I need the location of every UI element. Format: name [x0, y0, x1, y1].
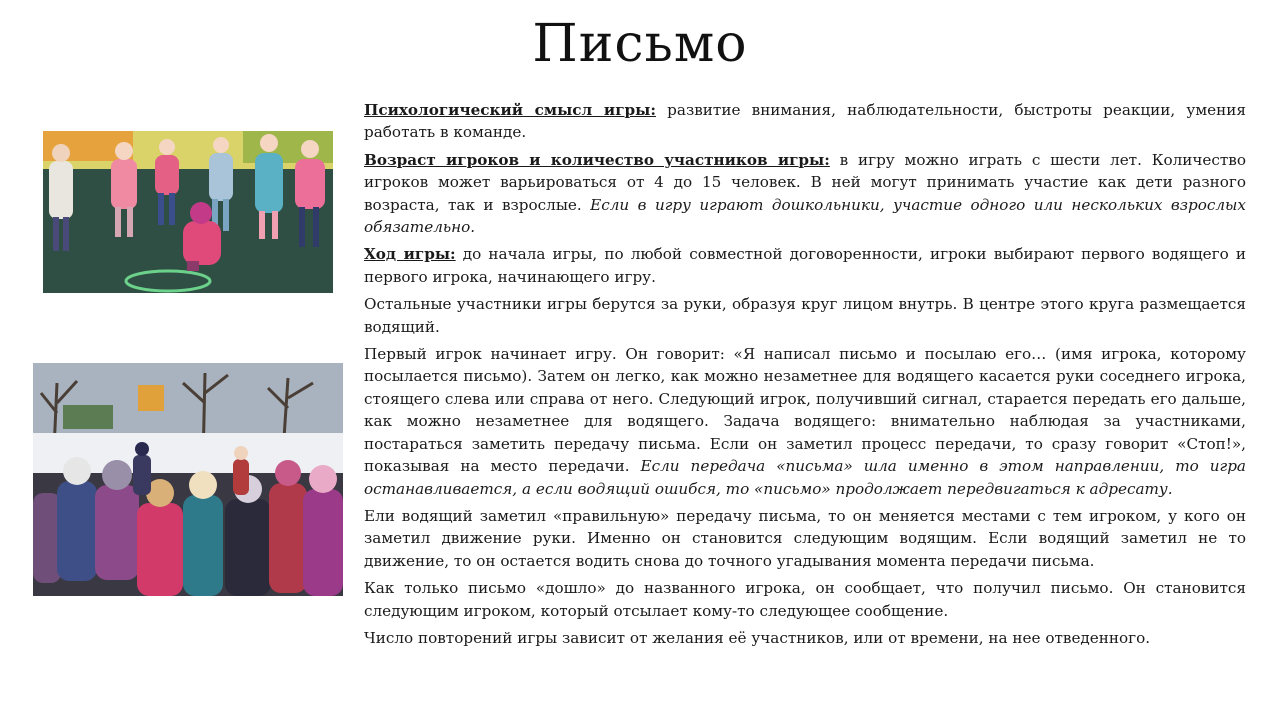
slide-title: Письмо: [532, 14, 748, 74]
paragraph-correct-pass: Ели водящий заметил «правильную» передачу письма, то он меняется местами с тем игроком, у кого он заметил движение руки. Именно он становится следующим водящим. Если водящий заметил не то движение, то он остается водить снова до точного угадывания момента передачи письма.: [364, 506, 1246, 570]
text-first-player: Первый игрок начинает игру. Он говорит: «Я написал письмо и посылаю его… (имя игрока, которому посылается письмо). Затем он легко, как можно незаметнее для водящего касается руки соседнего игрока, стоящего слева или справа от него. Следующий игрок, получивший сигнал, старается передать его дальше, как можно незаметнее для водящего. Задача водящего: внимательно наблюдая за участниками, постараться заметить передачу письма. Если он заметил процесс передачи, то сразу говорит «Стоп!», показывая на место передачи.: [364, 345, 1246, 476]
text-psychological-meaning: развитие внимания, наблюдательности, быстроты реакции, умения работать в команде.: [364, 101, 1246, 142]
paragraph-players-age: [364, 149, 1246, 239]
note-letter-direction: Если передача «письма» шла именно в этом направлении, то игра останавливается, а если водящий ошибся, то «письмо» продолжает передвигаться к адресату.: [364, 457, 1246, 498]
note-adults-required: Если в игру играют дошкольники, участие одного или нескольких взрослых обязательно.: [364, 195, 1246, 237]
heading-players-age: Возраст игроков и количество участников игры:: [364, 150, 830, 169]
heading-game-progress: Ход игры:: [364, 245, 456, 264]
game-description: [364, 99, 1246, 654]
paragraph-first-player: [364, 343, 1246, 500]
photo-children-winter: [33, 363, 343, 596]
heading-psychological-meaning: Психологический смысл игры:: [364, 101, 656, 119]
text-players-age: в игру можно играть с шести лет. Количество игроков может варьироваться от 4 до 15 человек. В ней могут принимать участие как дети разного возраста, так и взрослые.: [364, 150, 1247, 214]
paragraph-game-progress: [364, 243, 1246, 288]
paragraph-letter-arrived: Как только письмо «дошло» до названного игрока, он сообщает, что получил письмо. Он становится следующим игроком, который отсылает кому-то следующее сообщение.: [364, 579, 1246, 620]
text-game-progress: до начала игры, по любой совместной договоренности, игроки выбирают первого водящего и первого игрока, начинающего игру.: [364, 245, 1246, 286]
paragraph-repetitions: Число повторений игры зависит от желания её участников, или от времени, на нее отведенного.: [364, 628, 1151, 647]
paragraph-circle-formation: Остальные участники игры берутся за руки, образуя круг лицом внутрь. В центре этого круга размещается водящий.: [364, 295, 1246, 336]
photo-children-circle: [43, 131, 333, 293]
paragraph-psychological-meaning: [364, 99, 1246, 144]
